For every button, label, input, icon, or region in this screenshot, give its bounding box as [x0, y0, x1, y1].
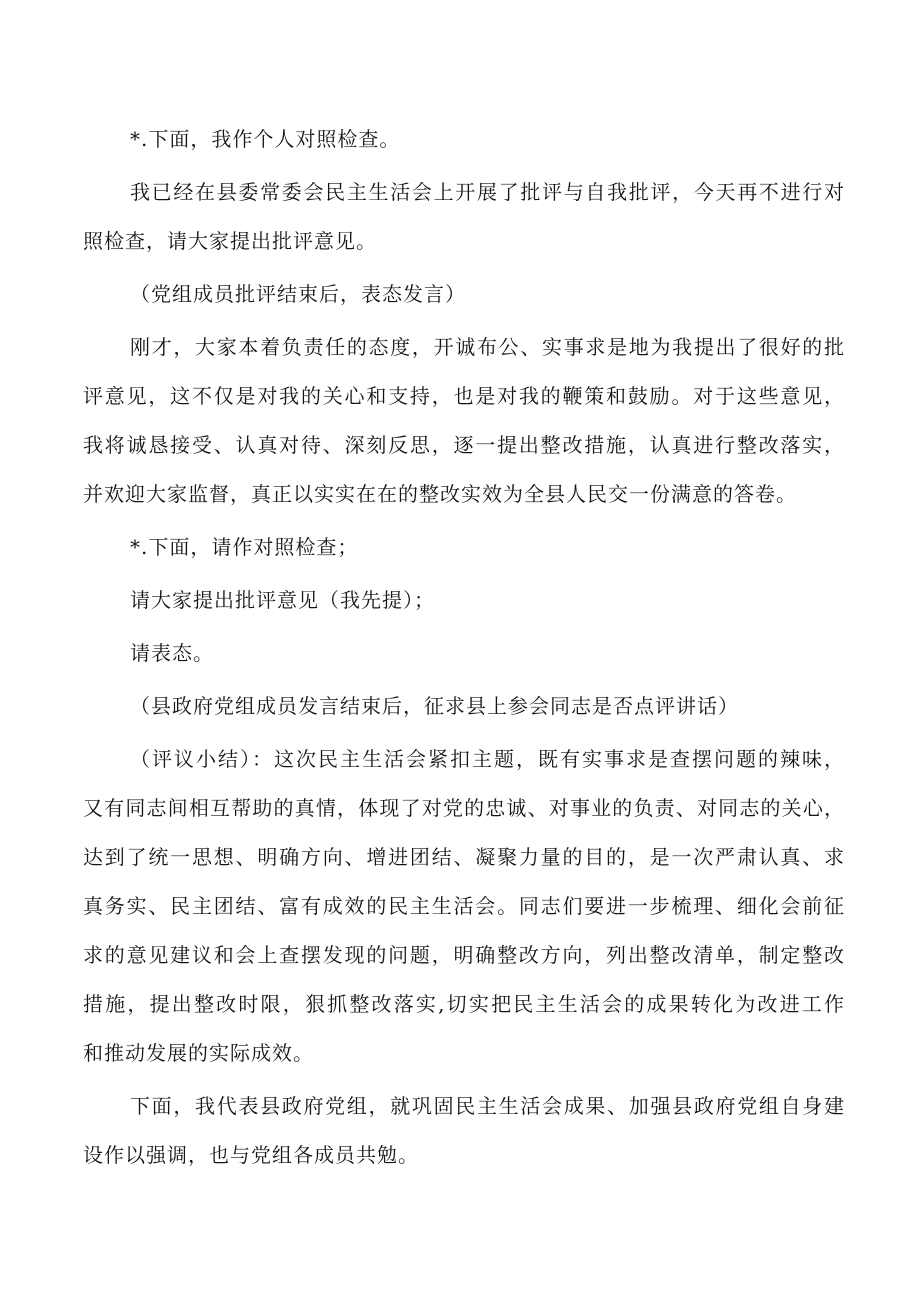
text-line: （县政府党组成员发言结束后，征求县上参会同志是否点评讲话） — [130, 694, 739, 718]
paragraph — [83, 1082, 845, 1180]
paragraph — [83, 270, 845, 319]
text-line: 求的意见建议和会上查摆发现的问题，明确整改方向，列出整改清单，制定整改 — [83, 943, 845, 967]
text-line: *.下面，请作对照检查； — [130, 535, 359, 559]
text-line: 又有同志间相互帮助的真情，体现了对党的忠诚、对事业的负责、对同志的关心， — [83, 796, 845, 820]
text-line: 照检查，请大家提出批评意见。 — [83, 229, 377, 253]
paragraph — [83, 682, 845, 731]
text-line: （党组成员批评结束后，表态发言） — [130, 282, 466, 306]
text-line: 真务实、民主团结、富有成效的民主生活会。同志们要进一步梳理、细化会前征 — [83, 894, 845, 918]
text-line: 请表态。 — [130, 641, 214, 665]
paragraph — [83, 576, 845, 625]
text-line: （评议小结）：这次民主生活会紧扣主题，既有实事求是查摆问题的辣味， — [130, 747, 845, 771]
text-line: *.下面，我作个人对照检查。 — [130, 127, 401, 151]
text-line: 和推动发展的实际成效。 — [83, 1041, 314, 1065]
paragraph — [83, 168, 845, 266]
text-line: 我将诚恳接受、认真对待、深刻反思，逐一提出整改措施，认真进行整改落实， — [83, 433, 845, 457]
text-line: 我已经在县委常委会民主生活会上开展了批评与自我批评，今天再不进行对 — [130, 180, 845, 204]
paragraph — [83, 629, 845, 678]
text-line: 设作以强调，也与党组各成员共勉。 — [83, 1143, 419, 1167]
paragraph — [83, 115, 845, 164]
text-line: 请大家提出批评意见（我先提）； — [130, 588, 435, 612]
text-line: 刚才，大家本着负责任的态度，开诚布公、实事求是地为我提出了很好的批 — [130, 335, 845, 359]
text-line: 评意见，这不仅是对我的关心和支持，也是对我的鞭策和鼓励。对于这些意见， — [83, 384, 845, 408]
text-line: 措施，提出整改时限，狠抓整改落实,切实把民主生活会的成果转化为改进工作 — [83, 992, 845, 1016]
text-line: 达到了统一思想、明确方向、增进团结、凝聚力量的目的，是一次严肃认真、求 — [83, 845, 845, 869]
paragraph — [83, 735, 845, 1078]
text-line: 并欢迎大家监督，真正以实实在在的整改实效为全县人民交一份满意的答卷。 — [83, 482, 797, 506]
text-line: 下面，我代表县政府党组，就巩固民主生活会成果、加强县政府党组自身建 — [130, 1094, 845, 1118]
paragraph — [83, 323, 845, 519]
paragraph — [83, 523, 845, 572]
